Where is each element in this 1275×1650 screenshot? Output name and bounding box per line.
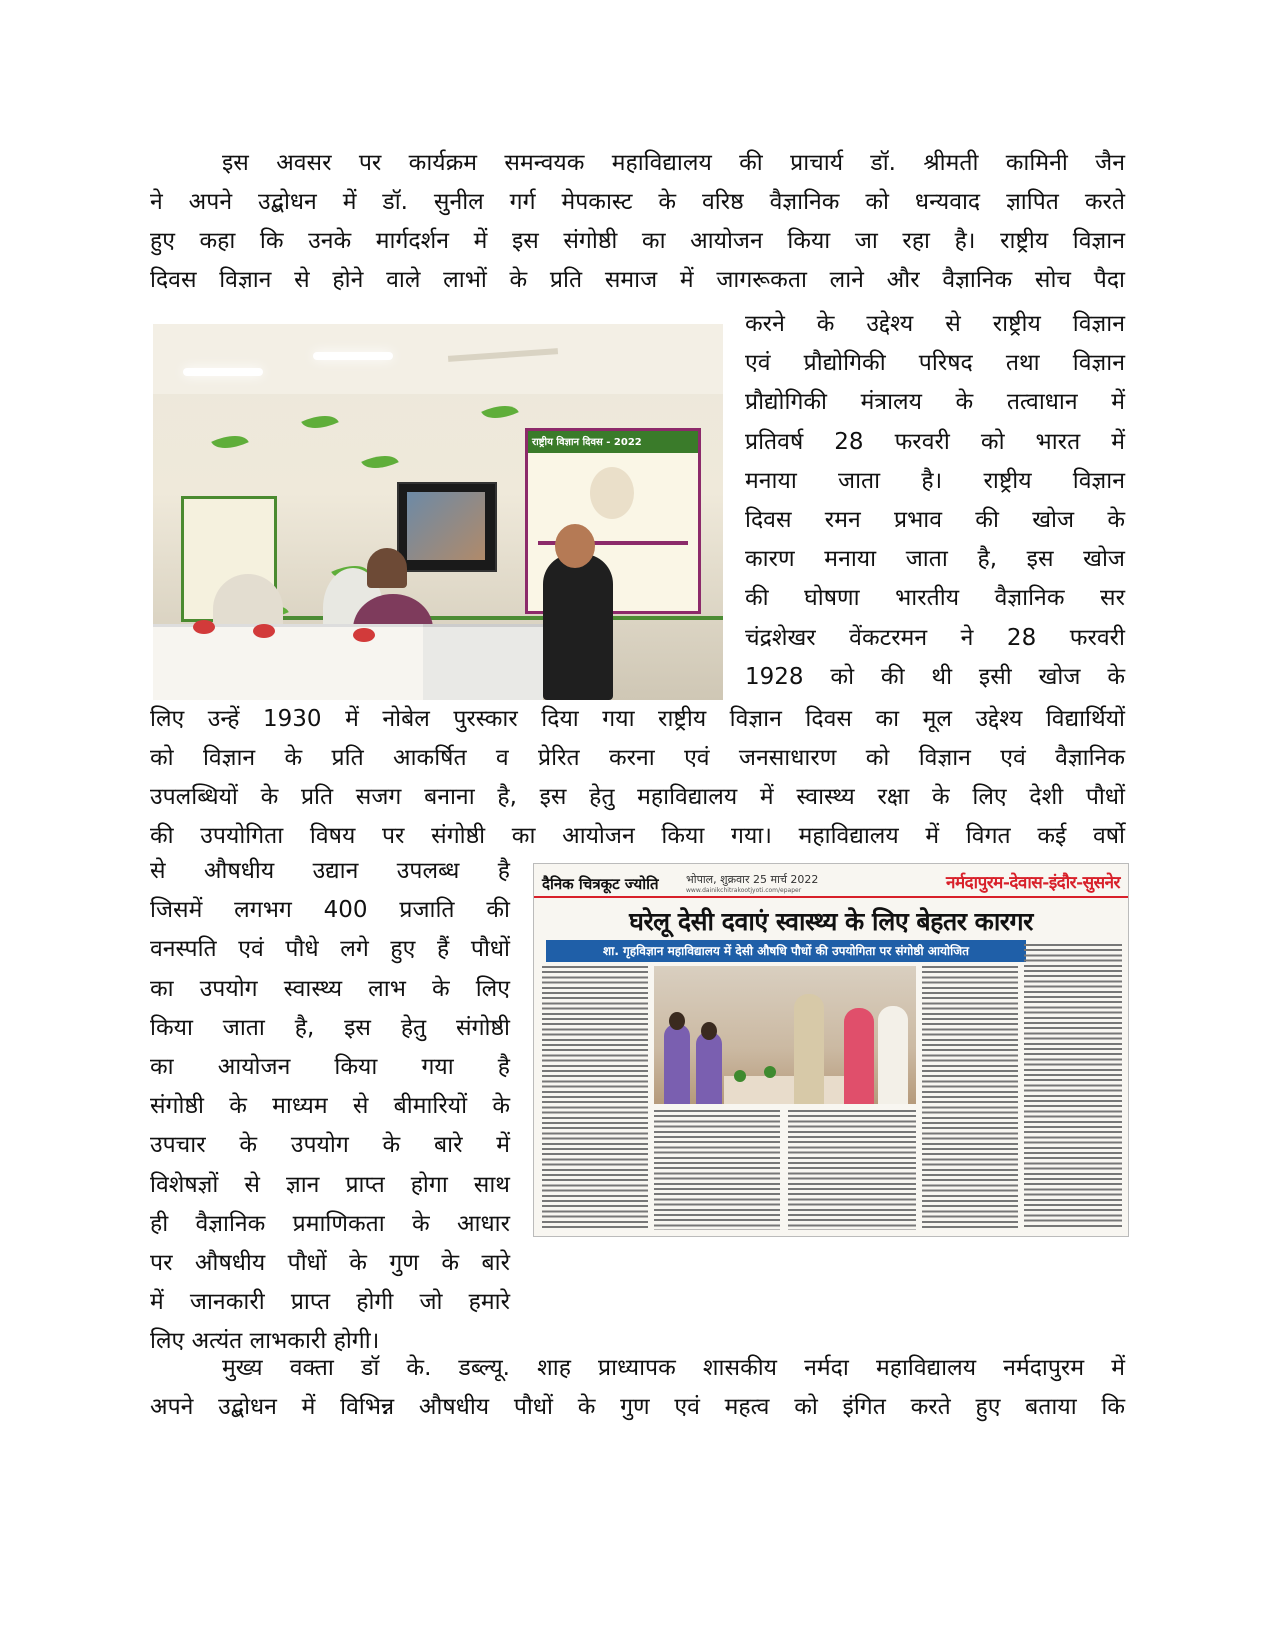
newspaper-photo	[654, 966, 916, 1104]
ceiling-light	[183, 368, 263, 376]
side-text-line: ही वैज्ञानिक प्रमाणिकता के आधार	[150, 1210, 510, 1237]
newspaper-column-text	[1024, 944, 1122, 1230]
wall-leaf-decoration	[301, 408, 339, 437]
student-figure	[664, 1024, 690, 1104]
side-text-line: लिए अत्यंत लाभकारी होगी।	[150, 1328, 380, 1355]
side-text-line: की घोषणा भारतीय वैज्ञानिक सर	[745, 585, 1125, 612]
newspaper-region: नर्मदापुरम-देवास-इंदौर-सुसनेर	[946, 873, 1120, 893]
side-text-line: कारण मनाया जाता है, इस खोज	[745, 546, 1125, 573]
flower-bouquet	[253, 624, 275, 638]
paragraph-line: लिए उन्हें 1930 में नोबेल पुरस्कार दिया गया राष्ट्रीय विज्ञान दिवस का मूल उद्देश्य विद्यार्थियों	[150, 706, 1125, 732]
side-text-line: का उपयोग स्वास्थ्य लाभ के लिए	[150, 975, 510, 1002]
text-beside-newspaper	[150, 852, 510, 1362]
wall-leaf-decoration	[211, 428, 249, 457]
side-text-line: वनस्पति एवं पौधे लगे हुए हैं पौधों	[150, 936, 510, 963]
side-text-line: संगोष्ठी के माध्यम से बीमारियों के	[150, 1093, 510, 1120]
paragraph-line: मुख्य वक्ता डॉ के. डब्ल्यू. शाह प्राध्यापक शासकीय नर्मदा महाविद्यालय नर्मदापुरम में	[222, 1355, 1125, 1381]
student-head	[701, 1022, 717, 1040]
newspaper-column-text	[922, 966, 1018, 1230]
side-text-line: से औषधीय उद्यान उपलब्ध है	[150, 858, 510, 884]
newspaper-clipping	[533, 863, 1129, 1237]
side-text-line: पर औषधीय पौधों के गुण के बारे	[150, 1250, 510, 1277]
paragraph-line: अपने उद्बोधन में विभिन्न औषधीय पौधों के गुण एवं महत्व को इंगित करते हुए बताया कि	[150, 1394, 1125, 1420]
screen-slide	[407, 492, 485, 560]
seminar-photo	[153, 324, 723, 700]
newsprint-lines	[788, 1110, 916, 1230]
guest-figure	[878, 1006, 908, 1104]
side-text-line: विशेषज्ञों से ज्ञान प्राप्त होगा साथ	[150, 1171, 510, 1198]
paragraph-intro-line: हुए कहा कि उनके मार्गदर्शन में इस संगोष्ठी का आयोजन किया जा रहा है। राष्ट्रीय विज्ञान	[150, 228, 1125, 254]
ceiling-light	[313, 352, 393, 360]
plant	[764, 1066, 776, 1078]
podium	[423, 624, 543, 700]
flower-bouquet	[193, 620, 215, 634]
newspaper-column-text	[788, 1110, 916, 1230]
newspaper-subheadline: शा. गृहविज्ञान महाविद्यालय में देसी औषधि पौधों की उपयोगिता पर संगोष्ठी आयोजित	[546, 940, 1026, 962]
side-text-line: चंद्रशेखर वेंकटरमन ने 28 फरवरी	[745, 624, 1125, 651]
wall-leaf-decoration	[361, 448, 399, 477]
paragraph-intro-line: इस अवसर पर कार्यक्रम समन्वयक महाविद्यालय की प्राचार्य डॉ. श्रीमती कामिनी जैन	[222, 150, 1125, 176]
newspaper-name: दैनिक चित्रकूट ज्योति	[542, 875, 659, 893]
newsprint-lines	[542, 966, 648, 1230]
side-text-line: 1928 को की थी इसी खोज के	[745, 663, 1125, 690]
plant	[734, 1070, 746, 1082]
side-text-line: किया जाता है, इस हेतु संगोष्ठी	[150, 1014, 510, 1041]
paragraph-intro-line: ने अपने उद्बोधन में डॉ. सुनील गर्ग मेपकास्ट के वरिष्ठ वैज्ञानिक को धन्यवाद ज्ञापित करते	[150, 189, 1125, 215]
side-text-line: दिवस रमन प्रभाव की खोज के	[745, 507, 1125, 534]
side-text-line: का आयोजन किया गया है	[150, 1054, 510, 1081]
newsprint-lines	[654, 1110, 780, 1230]
side-text-line: करने के उद्देश्य से राष्ट्रीय विज्ञान	[745, 311, 1125, 337]
side-text-line: एवं प्रौद्योगिकी परिषद तथा विज्ञान	[745, 350, 1125, 377]
paragraph-science-day	[150, 700, 1125, 856]
newsprint-lines	[922, 966, 1018, 1230]
paragraph-line: उपलब्धियों के प्रति सजग बनाना है, इस हेतु महाविद्यालय में स्वास्थ्य रक्षा के लिए देशी पौधों	[150, 784, 1125, 810]
projector-screen	[397, 482, 497, 572]
newspaper-url: www.dainikchitrakootjyoti.com/epaper	[686, 887, 802, 894]
student-head	[669, 1012, 685, 1030]
side-text-line: मनाया जाता है। राष्ट्रीय विज्ञान	[745, 467, 1125, 494]
paragraph-line: की उपयोगिता विषय पर संगोष्ठी का आयोजन किया गया। महाविद्यालय में विगत कई वर्षो	[150, 823, 1125, 849]
wall-leaf-decoration	[481, 398, 519, 427]
banner-portrait	[590, 467, 634, 519]
speaker	[543, 554, 613, 700]
side-text-line: प्रौद्योगिकी मंत्रालय के तत्वाधान में	[745, 389, 1125, 416]
guest-figure	[794, 994, 824, 1104]
banner-title: राष्ट्रीय विज्ञान दिवस - 2022	[532, 437, 642, 448]
text-beside-photo	[745, 305, 1125, 697]
student-figure	[696, 1032, 722, 1104]
photo-ceiling	[153, 324, 723, 394]
newspaper-column-text	[542, 966, 648, 1230]
flower-bouquet	[353, 628, 375, 642]
paragraph-chief-speaker	[150, 1349, 1125, 1427]
newspaper-headline: घरेलू देसी दवाएं स्वास्थ्य के लिए बेहतर कारगर	[629, 907, 1033, 936]
side-text-line: जिसमें लगभग 400 प्रजाति की	[150, 897, 510, 924]
side-text-line: में जानकारी प्राप्त होगी जो हमारे	[150, 1289, 510, 1316]
paragraph-intro-line: दिवस विज्ञान से होने वाले लाभों के प्रति समाज में जागरूकता लाने और वैज्ञानिक सोच पैदा	[150, 267, 1125, 293]
paragraph-line: को विज्ञान के प्रति आकर्षित व प्रेरित करना एवं जनसाधारण को विज्ञान एवं वैज्ञानिक	[150, 745, 1125, 771]
paragraph-intro	[150, 144, 1125, 300]
newsprint-lines	[1024, 944, 1122, 1230]
speaker-head	[555, 524, 595, 568]
side-text-line: प्रतिवर्ष 28 फरवरी को भारत में	[745, 428, 1125, 455]
newspaper-column-text	[654, 1110, 780, 1230]
guest-figure	[844, 1008, 874, 1104]
newspaper-date: भोपाल, शुक्रवार 25 मार्च 2022	[686, 873, 819, 886]
attendee-head	[367, 548, 407, 588]
side-text-line: उपचार के उपयोग के बारे में	[150, 1132, 510, 1159]
masthead-rule	[534, 896, 1128, 898]
